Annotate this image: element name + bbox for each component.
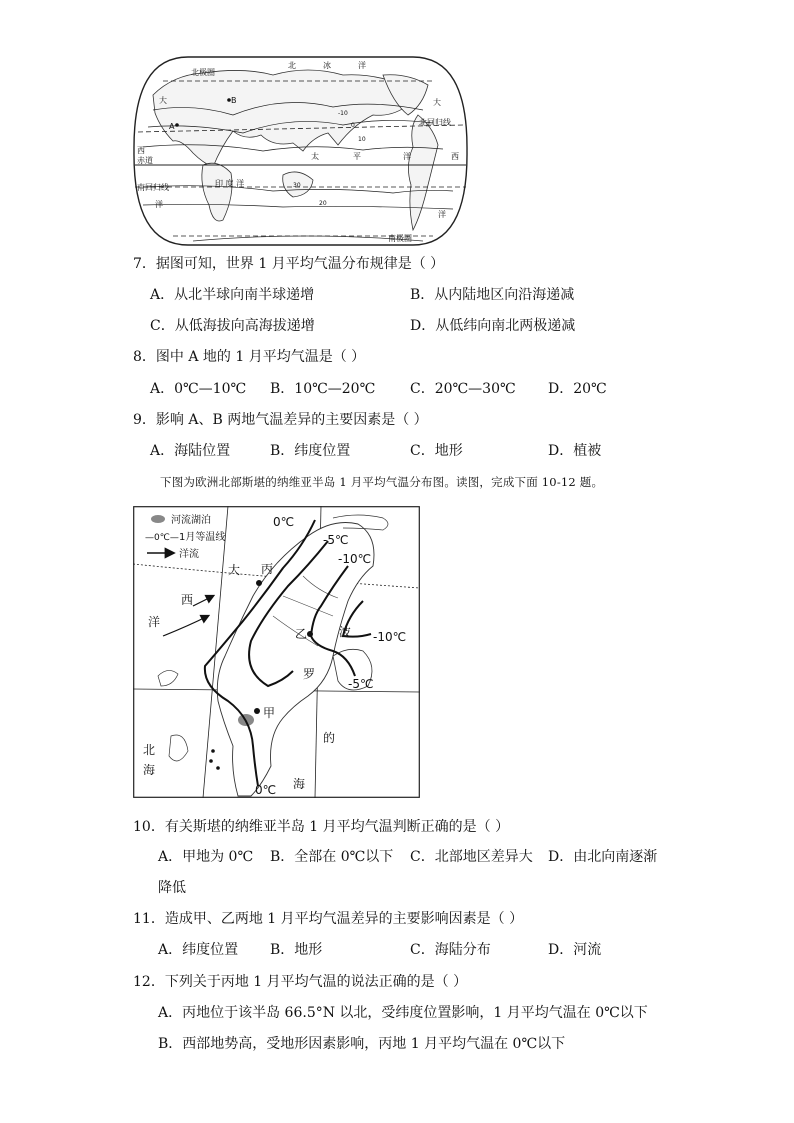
legend-isotherm-sample: —0℃—	[145, 533, 179, 543]
label-da: 大	[228, 563, 241, 577]
question-8-option-d[interactable]: D．20℃	[548, 381, 607, 397]
question-8-option-c[interactable]: C．20℃—30℃	[410, 381, 516, 397]
question-7-option-c[interactable]: C．从低海拔向高海拔递增	[150, 318, 315, 334]
label-bo: 波	[339, 625, 352, 639]
question-10-option-d[interactable]: D．由北向南逐渐	[548, 849, 658, 865]
question-7-option-b[interactable]: B．从内陆地区向沿海递减	[410, 287, 575, 303]
label-iso-10: 10	[358, 136, 366, 143]
question-7-stem: 7．据图可知，世界 1 月平均气温分布规律是（ ）	[133, 256, 445, 272]
label-iso-n10-right: -10℃	[373, 630, 407, 644]
point-b-marker	[227, 98, 231, 102]
legend-lake-symbol	[151, 515, 165, 523]
label-point-a: A	[169, 122, 175, 131]
question-7-option-a[interactable]: A．从北半球向南半球递增	[150, 287, 315, 303]
question-8-option-a[interactable]: A．0℃—10℃	[150, 381, 247, 397]
label-north-sea-1: 北	[143, 743, 156, 757]
question-11-option-d[interactable]: D．河流	[548, 942, 602, 958]
label-tropic-capricorn: 南回归线	[137, 183, 169, 192]
passage-intro: 下图为欧洲北部斯堪的纳维亚半岛 1 月平均气温分布图。读图，完成下面 10-12 题。	[160, 475, 604, 489]
label-iso-n10-top: -10℃	[338, 552, 372, 566]
question-11-stem: 11．造成甲、乙两地 1 月平均气温差异的主要影响因素是（ ）	[133, 911, 524, 927]
label-atlantic-left-2: 洋	[155, 200, 163, 209]
label-iso-20: 20	[319, 200, 327, 207]
label-atlantic-right-3: 洋	[438, 210, 446, 219]
label-iso-0-top: 0℃	[273, 515, 295, 529]
point-jia-marker	[254, 708, 260, 714]
scandinavia-isotherm-map	[133, 506, 420, 798]
label-atlantic-right-1: 大	[433, 98, 441, 107]
question-11-option-b[interactable]: B．地形	[270, 942, 323, 958]
label-equator: 赤道	[137, 156, 153, 165]
legend-lakes-label: 河流湖泊	[171, 515, 211, 526]
question-10-option-d-wrap: 降低	[158, 880, 186, 896]
label-tropic-cancer: 北回归线	[419, 118, 451, 127]
label-bing: 丙	[261, 562, 274, 576]
label-iso-30: 30	[293, 182, 301, 189]
question-9-option-a[interactable]: A．海陆位置	[150, 443, 231, 459]
label-north-sea-2: 海	[143, 763, 156, 777]
label-hai: 海	[293, 777, 306, 791]
label-de: 的	[323, 731, 336, 745]
label-arctic-3: 洋	[358, 61, 366, 70]
label-iso-n10: -10	[338, 110, 348, 117]
question-7-option-d[interactable]: D．从低纬向南北两极递减	[410, 318, 576, 334]
question-8-option-b[interactable]: B．10℃—20℃	[270, 381, 376, 397]
label-iso-n5-bottom: -5℃	[348, 677, 374, 691]
point-bing-marker	[256, 580, 262, 586]
label-antarctic-circle: 南极圈	[388, 234, 412, 243]
question-9-option-d[interactable]: D．植被	[548, 443, 602, 459]
label-arctic-1: 北	[288, 61, 296, 70]
question-10-stem: 10．有关斯堪的纳维亚半岛 1 月平均气温判断正确的是（ ）	[133, 819, 510, 835]
label-atlantic-right-2: 西	[451, 152, 459, 161]
label-pacific-2: 平	[353, 152, 361, 161]
label-xi: 西	[181, 593, 194, 607]
question-9-stem: 9．影响 A、B 两地气温差异的主要因素是（ ）	[133, 412, 428, 428]
label-arctic-circle: 北极圈	[191, 68, 215, 77]
point-yi-marker	[307, 631, 313, 637]
question-10-option-c[interactable]: C．北部地区差异大	[410, 849, 533, 865]
label-west: 西	[137, 146, 145, 155]
question-9-option-b[interactable]: B．纬度位置	[270, 443, 351, 459]
question-10-option-a[interactable]: A．甲地为 0℃	[158, 849, 254, 865]
label-jia: 甲	[263, 706, 276, 720]
label-iso-n5-top: -5℃	[323, 533, 349, 547]
label-iso-0-bottom: 0℃	[255, 783, 277, 797]
label-arctic-2: 冰	[323, 61, 331, 70]
label-luo: 罗	[303, 667, 316, 681]
question-12-option-a[interactable]: A．丙地位于该半岛 66.5°N 以北，受纬度位置影响，1 月平均气温在 0℃以下	[158, 1005, 648, 1021]
question-12-stem: 12．下列关于丙地 1 月平均气温的说法正确的是（ ）	[133, 974, 468, 990]
legend-isotherm-label: 1月等温线	[179, 532, 226, 543]
question-12-option-b[interactable]: B．西部地势高，受地形因素影响，丙地 1 月平均气温在 0℃以下	[158, 1036, 566, 1052]
question-11-option-a[interactable]: A．纬度位置	[158, 942, 239, 958]
label-point-b: B	[231, 96, 237, 105]
question-10-option-b[interactable]: B．全部在 0℃以下	[270, 849, 394, 865]
question-8-stem: 8．图中 A 地的 1 月平均气温是（ ）	[133, 349, 366, 365]
legend-current-label: 洋流	[179, 549, 199, 560]
point-a-marker	[175, 123, 179, 127]
question-11-option-c[interactable]: C．海陆分布	[410, 942, 491, 958]
label-yang: 洋	[148, 615, 161, 629]
world-isotherm-map	[133, 55, 468, 247]
label-pacific-3: 洋	[403, 152, 411, 161]
label-indian: 印 度 洋	[215, 179, 245, 188]
label-pacific-1: 太	[311, 152, 319, 161]
label-yi: 乙	[295, 627, 308, 641]
label-atlantic-left-1: 大	[159, 96, 167, 105]
label-iso-0: 0	[351, 122, 355, 129]
question-9-option-c[interactable]: C．地形	[410, 443, 463, 459]
